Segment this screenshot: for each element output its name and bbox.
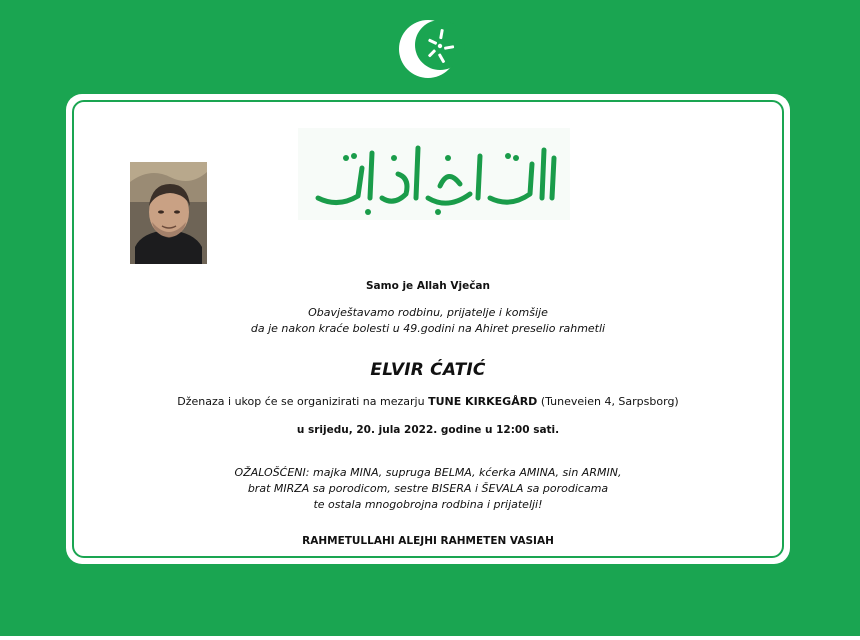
intro-line-1: Obavještavamo rodbinu, prijatelje i komšije (308, 306, 548, 319)
intro-line-2: da je nakon kraće bolesti u 49.godini na Ahiret preselio rahmetli (250, 322, 606, 335)
funeral-date-time: u srijedu, 20. jula 2022. godine u 12:00 sati. (296, 424, 560, 436)
funeral-info (66, 394, 790, 410)
mourners-line-3: te ostala mnogobrojna rodbina i prijatelji! (313, 498, 543, 511)
arabic-calligraphy-irtahala-ila-rabbihi (298, 128, 570, 220)
funeral-prefix: Dženaza i ukop će se organizirati na mezarju (177, 395, 429, 408)
closing-prayer: RAHMETULLAHI ALEJHI RAHMETEN VASIAH (302, 535, 554, 547)
crescent-and-star-icon (395, 14, 465, 84)
cemetery-address: (Tuneveien 4, Sarpsborg) (537, 395, 679, 408)
deceased-name: ELVIR ĆATIĆ (370, 360, 486, 380)
greeting: Samo je Allah Vječan (365, 280, 490, 292)
mourners-line-2: brat MIRZA sa porodicom, sestre BISERA i ŠEVALA sa porodicama (247, 482, 609, 495)
cemetery-name: TUNE KIRKEGÅRD (428, 395, 538, 408)
obituary-card (66, 94, 790, 564)
mourners-line-1: OŽALOŠĆENI: majka MINA, supruga BELMA, kćerka AMINA, sin ARMIN, (234, 466, 622, 479)
portrait-photo (130, 162, 207, 264)
